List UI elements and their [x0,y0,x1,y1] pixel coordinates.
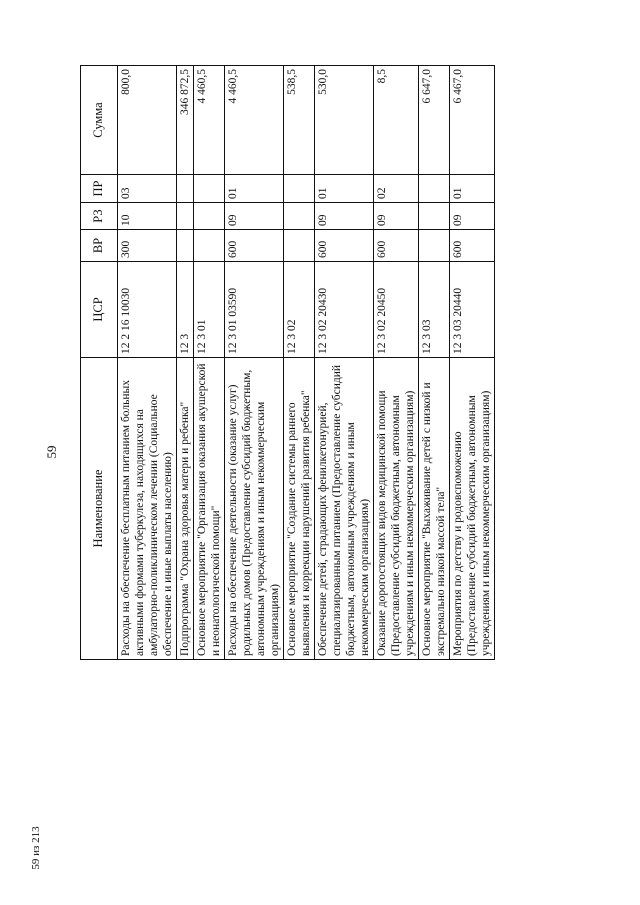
cell-pr: 01 [315,175,374,203]
header-pr: ПР [81,175,118,203]
table-row [315,66,374,660]
header-rz: РЗ [81,203,118,230]
cell-rz [177,203,194,230]
cell-csr: 12 3 [177,262,194,358]
cell-pr: 01 [225,175,284,203]
cell-rz [419,203,450,230]
cell-pr: 02 [374,175,419,203]
cell-sum: 4 460,5 [194,66,225,175]
cell-name: Расходы на обеспечение бесплатным питанием больных активными формами туберкулеза, находящихся на амбулаторно-поликлиническом лечении (Социальное обеспечение и иные выплаты населению) [118,358,177,660]
header-vr: ВР [81,230,118,262]
cell-sum: 538,5 [284,66,315,175]
cell-vr: 300 [118,230,177,262]
cell-csr: 12 3 02 20450 [374,262,419,358]
cell-vr [419,230,450,262]
cell-pr [177,175,194,203]
cell-name: Основное мероприятие "Создание системы раннего выявления и коррекции нарушений развития ребенка" [284,358,315,660]
table-header-row [81,66,118,660]
cell-csr: 12 2 16 10030 [118,262,177,358]
cell-csr: 12 3 01 03590 [225,262,284,358]
budget-table-container [80,66,540,660]
table-row [419,66,450,660]
cell-name: Основное мероприятие "Выхаживание детей с низкой и экстремально низкой массой тела" [419,358,450,660]
cell-vr: 600 [374,230,419,262]
cell-name: Обеспечение детей, страдающих фенилкетонурией, специализированным питанием (Предоставление субсидий бюджетным, автономным учреждениям и иным некоммерческим организациям) [315,358,374,660]
cell-name: Оказание дорогостоящих видов медицинской помощи (Предоставление субсидий бюджетным, автономным учреждениям и иным некоммерческим организациям) [374,358,419,660]
table-row [194,66,225,660]
budget-table [80,65,495,660]
cell-vr [194,230,225,262]
cell-pr: 03 [118,175,177,203]
cell-sum: 530,0 [315,66,374,175]
cell-rz: 09 [315,203,374,230]
cell-csr: 12 3 03 [419,262,450,358]
header-sum: Сумма [81,66,118,175]
cell-rz: 09 [450,203,495,230]
table-row [177,66,194,660]
cell-sum: 4 460,5 [225,66,284,175]
cell-pr [419,175,450,203]
cell-rz: 09 [225,203,284,230]
table-row [374,66,419,660]
cell-sum: 6 467,0 [450,66,495,175]
cell-rz: 10 [118,203,177,230]
cell-pr [194,175,225,203]
cell-sum: 8,5 [374,66,419,175]
cell-name: Подпрограмма "Охрана здоровья матери и ребенка" [177,358,194,660]
header-csr: ЦСР [81,262,118,358]
cell-sum: 6 647,0 [419,66,450,175]
cell-rz: 09 [374,203,419,230]
cell-csr: 12 3 02 [284,262,315,358]
cell-pr: 01 [450,175,495,203]
cell-vr [177,230,194,262]
table-row [225,66,284,660]
cell-vr: 600 [225,230,284,262]
table-row [284,66,315,660]
table-row [450,66,495,660]
cell-rz [194,203,225,230]
cell-vr: 600 [315,230,374,262]
cell-csr: 12 3 03 20440 [450,262,495,358]
page-footer: 59 из 213 [30,826,42,870]
cell-rz [284,203,315,230]
cell-name: Расходы на обеспечение деятельности (оказание услуг) родильных домов (Предоставление субсидий бюджетным, автономным учреждениям и иным некоммерческим организациям) [225,358,284,660]
cell-name: Основное мероприятие "Организация оказания акушерской и неонатологической помощи" [194,358,225,660]
cell-vr [284,230,315,262]
cell-sum: 346 872,5 [177,66,194,175]
cell-csr: 12 3 01 [194,262,225,358]
cell-vr: 600 [450,230,495,262]
cell-sum: 800,0 [118,66,177,175]
cell-name: Мероприятия по детству и родовспоможению (Предоставление субсидий бюджетным, автономным учреждениям и иным некоммерческим организациям) [450,358,495,660]
header-name: Наименование [81,358,118,660]
page-number: 59 [44,445,59,459]
cell-csr: 12 3 02 20430 [315,262,374,358]
cell-pr [284,175,315,203]
table-row [118,66,177,660]
